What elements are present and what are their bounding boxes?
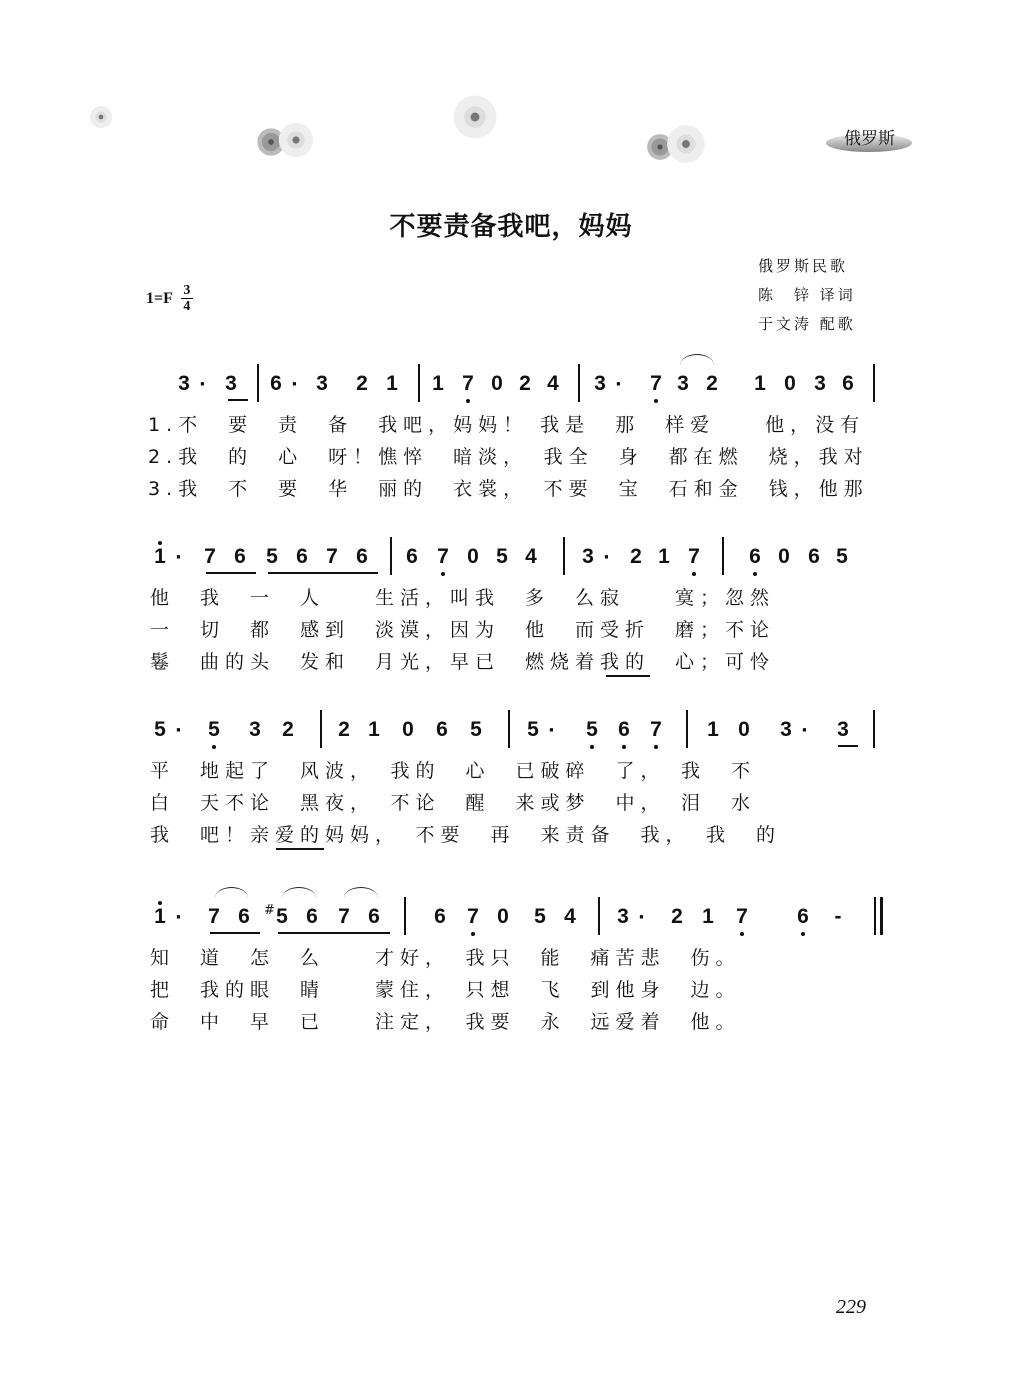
time-sig-bottom: 4 (183, 299, 191, 314)
barline (320, 710, 322, 748)
lyric-verse-1: 他 我 一 人 生活，叫我 多 么寂 寞；忽然 (150, 587, 776, 609)
note: 2 (630, 545, 642, 568)
note: 0 (467, 545, 479, 568)
barline (873, 710, 875, 748)
note: 7 (686, 545, 702, 569)
lyric-verse-3: 我 吧！亲爱的妈妈， 不要 再 来责备 我， 我 的 (150, 824, 782, 846)
time-sig-top: 3 (183, 283, 191, 298)
note: 4 (525, 545, 537, 568)
final-barline (874, 897, 876, 935)
lyric-verse-2: 白 天不论 黑夜， 不论 醒 来或梦 中， 泪 水 (150, 792, 757, 814)
barline (598, 897, 600, 935)
note: 7 (648, 718, 664, 742)
note: 0 (778, 545, 790, 568)
credit-translator: 陈 锌 译词 (758, 286, 856, 304)
sharp-sign: # (264, 903, 275, 918)
note: 4 (564, 905, 576, 928)
note: 6 (406, 545, 418, 568)
note: 6 (368, 905, 380, 928)
key-label: 1=F (146, 289, 173, 307)
note: 6 (234, 545, 246, 568)
octave-dot-below (654, 745, 658, 749)
note: 5 (154, 718, 166, 741)
credit-arranger: 于文涛 配歌 (758, 315, 856, 333)
note: 5 (470, 718, 482, 741)
flower-icon (450, 92, 500, 142)
note: 3 (582, 545, 594, 568)
note: 7 (338, 905, 350, 928)
octave-dot-below (466, 399, 470, 403)
barline (722, 537, 724, 575)
note: 5 (584, 718, 600, 742)
octave-dot-below (801, 932, 805, 936)
octave-dot-below (753, 572, 757, 576)
beam-underline (210, 932, 260, 934)
flower-icon (88, 104, 114, 130)
note: 6 (795, 905, 811, 929)
augmentation-dot: · (199, 374, 206, 395)
region-badge (826, 124, 914, 150)
note: 2 (671, 905, 683, 928)
lyric-verse-2: 2.我 的 心 呀！憔悴 暗淡， 我全 身 都在燃 烧，我对 (148, 446, 869, 468)
augmentation-dot: · (638, 907, 645, 928)
note: 6 (842, 372, 854, 395)
note: 3 (249, 718, 261, 741)
octave-dot-below (692, 572, 696, 576)
credit-origin: 俄罗斯民歌 (758, 257, 849, 275)
lyric-verse-1: 平 地起了 风波， 我的 心 已破碎 了， 我 不 (150, 760, 757, 782)
note: 2 (519, 372, 531, 395)
beam-underline (206, 572, 256, 574)
note: 3 (617, 905, 629, 928)
octave-dot-below (654, 399, 658, 403)
note: 3 (814, 372, 826, 395)
note: 1 (754, 372, 766, 395)
note: 3 (594, 372, 606, 395)
flower-icon (664, 122, 708, 166)
beam-underline (838, 745, 858, 747)
note: 5 (206, 718, 222, 742)
augmentation-dot: · (291, 374, 298, 395)
slur (282, 887, 316, 898)
barline (563, 537, 565, 575)
octave-dot-below (441, 572, 445, 576)
note: 3 (677, 372, 689, 395)
lyric-slur-underline (606, 675, 650, 677)
note: 4 (547, 372, 559, 395)
note: 5 (266, 545, 278, 568)
octave-dot-below (590, 745, 594, 749)
octave-dot-below (212, 745, 216, 749)
note: 1 (386, 372, 398, 395)
note: 7 (204, 545, 216, 568)
barline (404, 897, 406, 935)
augmentation-dot: · (548, 720, 555, 741)
augmentation-dot: · (175, 907, 182, 928)
note: 6 (296, 545, 308, 568)
note: 6 (747, 545, 763, 569)
barline (257, 364, 259, 402)
note: 1 (368, 718, 380, 741)
final-barline (880, 897, 883, 935)
note: 7 (326, 545, 338, 568)
note: 5 (836, 545, 848, 568)
lyric-verse-3: 鬈 曲的头 发和 月光，早已 燃烧着我的 心；可怜 (150, 651, 776, 673)
note: 5 (527, 718, 539, 741)
region-badge-label: 俄罗斯 (844, 129, 895, 149)
song-title: 不要责备我吧，妈妈 (389, 212, 633, 242)
credits (758, 252, 856, 339)
note: 0 (497, 905, 509, 928)
note: 2 (338, 718, 350, 741)
note: 1 (152, 905, 168, 929)
note: 7 (465, 905, 481, 929)
barline (390, 537, 392, 575)
slur (344, 887, 378, 898)
note: 1 (432, 372, 444, 395)
time-signature (181, 284, 193, 313)
note: 5 (276, 905, 288, 928)
note: 5 (496, 545, 508, 568)
beam-underline (268, 572, 378, 574)
note: 6 (616, 718, 632, 742)
lyric-slur-underline (276, 848, 324, 850)
note: 3 (837, 718, 849, 741)
barline (578, 364, 580, 402)
barline (686, 710, 688, 748)
note: 7 (460, 372, 476, 396)
note: - (834, 905, 842, 928)
note: 6 (808, 545, 820, 568)
flower-icon (276, 120, 316, 160)
octave-dot-below (471, 932, 475, 936)
octave-dot-above (158, 541, 162, 545)
note: 7 (734, 905, 750, 929)
note: 1 (152, 545, 168, 569)
note: 0 (784, 372, 796, 395)
note: 7 (208, 905, 220, 928)
beam-underline (278, 932, 390, 934)
note: 6 (356, 545, 368, 568)
note: 0 (402, 718, 414, 741)
page-number: 229 (836, 1296, 866, 1318)
note: 6 (436, 718, 448, 741)
augmentation-dot: · (175, 547, 182, 568)
octave-dot-below (740, 932, 744, 936)
beam-underline (228, 399, 248, 401)
note: 6 (270, 372, 282, 395)
note: 2 (706, 372, 718, 395)
note: 0 (738, 718, 750, 741)
augmentation-dot: · (615, 374, 622, 395)
augmentation-dot: · (801, 720, 808, 741)
key-signature (146, 284, 193, 313)
note: 5 (534, 905, 546, 928)
octave-dot-below (622, 745, 626, 749)
lyric-verse-2: 把 我的眼 睛 蒙住， 只想 飞 到他身 边。 (150, 979, 741, 1001)
octave-dot-above (158, 901, 162, 905)
note: 1 (658, 545, 670, 568)
note: 7 (435, 545, 451, 569)
note: 6 (238, 905, 250, 928)
note: 6 (306, 905, 318, 928)
slur (680, 354, 714, 365)
barline (508, 710, 510, 748)
slur (215, 887, 248, 898)
note: 7 (648, 372, 664, 396)
note: 2 (356, 372, 368, 395)
augmentation-dot: · (175, 720, 182, 741)
augmentation-dot: · (603, 547, 610, 568)
note: 3 (316, 372, 328, 395)
note: 1 (707, 718, 719, 741)
note: 6 (434, 905, 446, 928)
lyric-verse-3: 命 中 早 已 注定， 我要 永 远爱着 他。 (150, 1011, 741, 1033)
lyric-verse-3: 3.我 不 要 华 丽的 衣裳， 不要 宝 石和金 钱，他那 (148, 478, 869, 500)
note: 2 (282, 718, 294, 741)
lyric-verse-1: 知 道 怎 么 才好， 我只 能 痛苦悲 伤。 (150, 947, 741, 969)
note: 0 (491, 372, 503, 395)
note: 1 (702, 905, 714, 928)
note: 3 (780, 718, 792, 741)
barline (873, 364, 875, 402)
note: 3 (225, 372, 237, 395)
barline (418, 364, 420, 402)
lyric-verse-2: 一 切 都 感到 淡漠，因为 他 而受折 磨；不论 (150, 619, 776, 641)
note: 3 (178, 372, 190, 395)
lyric-verse-1: 1.不 要 责 备 我吧，妈妈！ 我是 那 样爱 他，没有 (148, 414, 866, 436)
